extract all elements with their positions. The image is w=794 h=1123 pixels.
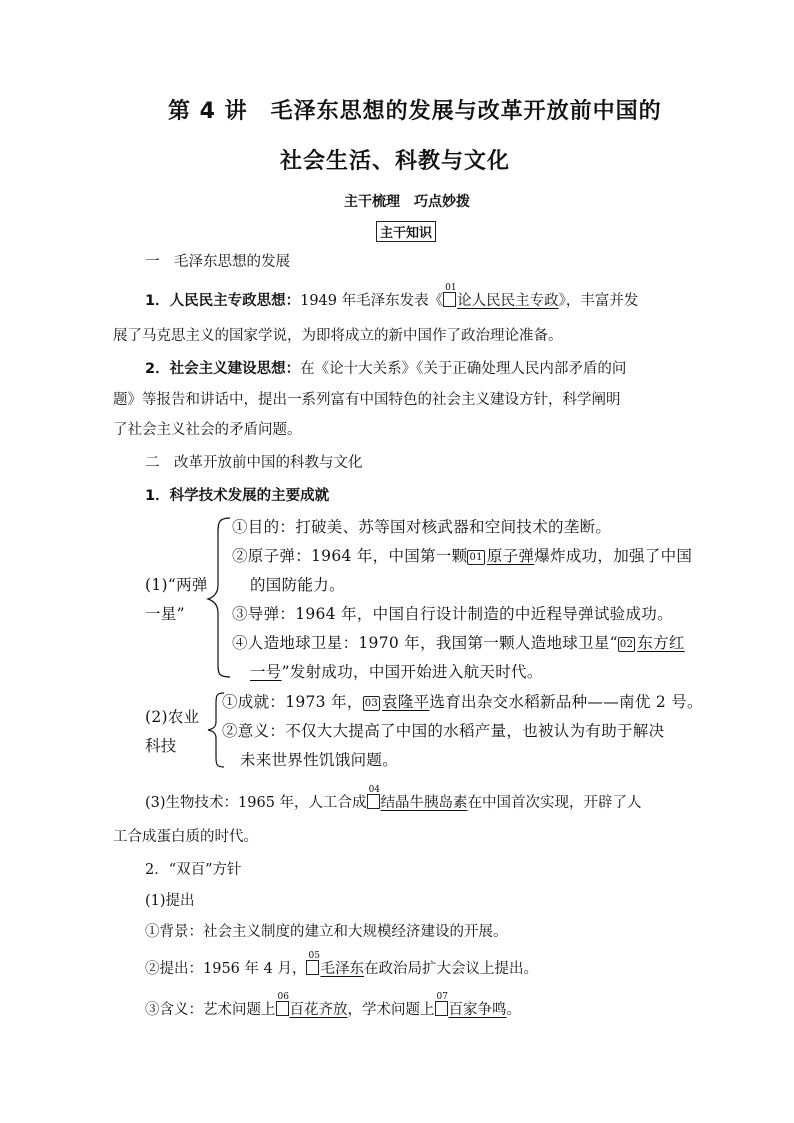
paragraph-2-line-1: 2．社会主义建设思想：在《论十大关系》《关于正确处理人民内部矛盾的问 <box>145 361 627 377</box>
subheading-2-1: (1)提出 <box>145 893 195 909</box>
group-2-label-line-2: 科技 <box>145 737 177 755</box>
paragraph-1-line-1: 1．人民民主专政思想：1949 年毛泽东发表《 01 论人民民主专政》，丰富并发 <box>145 283 639 309</box>
answer-marker: 02 <box>619 639 634 650</box>
group-1-item-4-line-2: 一号”发射成功，中国开始进入航天时代。 <box>250 663 543 681</box>
group-2-item-2-line-2: 未来世界性饥饿问题。 <box>240 751 399 769</box>
group-1-label-line-2: 一星” <box>145 605 185 623</box>
paragraph-1-line-2: 展了马克思主义的国家学说，为即将成立的新中国作了政治理论准备。 <box>113 328 563 344</box>
subtitle: 主干梳理 巧点妙拨 <box>344 194 470 210</box>
paragraph-3-line-1: (3)生物技术：1965 年，人工合成 04 结晶牛胰岛素在中国首次实现，开辟了人 <box>145 785 642 811</box>
group-2-item-2-line-1: ②意义：不仅大大提高了中国的水稻产量，也被认为有助于解决 <box>222 722 665 740</box>
answer-blank: 百花齐放 <box>289 1002 348 1018</box>
answer-marker: 06 <box>276 1001 289 1016</box>
group-1-item-3: ③导弹：1964 年，中国自行设计制造的中近程导弹试验成功。 <box>232 605 673 623</box>
answer-blank: 东方红 <box>637 634 685 652</box>
answer-blank: 结晶牛胰岛素 <box>380 795 468 811</box>
answer-marker: 05 <box>306 960 319 975</box>
background-line: ①背景：社会主义制度的建立和大规模经济建设的开展。 <box>145 924 508 940</box>
answer-blank: 百家争鸣 <box>448 1002 507 1018</box>
answer-blank: 一号 <box>250 663 282 681</box>
group-1-label-line-1: (1)“两弹 <box>145 576 208 594</box>
answer-marker: 07 <box>435 1001 448 1016</box>
proposal-line: ②提出：1956 年 4 月， 05 毛泽东在政治局扩大会议上提出。 <box>145 951 538 977</box>
answer-blank: 论人民民主专政 <box>457 293 559 309</box>
answer-marker: 04 <box>367 794 380 809</box>
subheading-2: 2．“双百”方针 <box>145 862 242 878</box>
group-1-item-2-line-2: 的国防能力。 <box>250 576 345 594</box>
section-heading-1: 一 毛泽东思想的发展 <box>145 254 290 270</box>
paragraph-2-label: 2．社会主义建设思想： <box>145 361 301 377</box>
paragraph-2-line-2: 题》等报告和讲话中，提出一系列富有中国特色的社会主义建设方针，科学阐明 <box>113 392 621 408</box>
answer-marker: 01 <box>443 292 456 307</box>
meaning-line: ③含义：艺术问题上 06 百花齐放，学术问题上 07 百家争鸣。 <box>145 992 521 1018</box>
paragraph-2-line-3: 了社会主义社会的矛盾问题。 <box>113 422 302 438</box>
group-1-item-1: ①目的：打破美、苏等国对核武器和空间技术的垄断。 <box>232 518 612 536</box>
title-line-1: 第 4 讲 毛泽东思想的发展与改革开放前中国的 <box>168 99 662 124</box>
paragraph-1-label: 1．人民民主专政思想： <box>145 293 301 309</box>
answer-blank: 毛泽东 <box>320 961 364 977</box>
paragraph-3-line-2: 工合成蛋白质的时代。 <box>113 829 258 845</box>
section-heading-2: 二 改革开放前中国的科教与文化 <box>145 455 363 471</box>
group-2-label-line-1: (2)农业 <box>145 708 200 726</box>
answer-marker: 01 <box>469 552 483 563</box>
brace-group-1 <box>204 515 234 680</box>
answer-blank: 袁隆平 <box>382 693 430 711</box>
group-2-item-1: ①成就：1973 年， 03 袁隆平选育出杂交水稻新品种——南优 2 号。 <box>222 693 703 711</box>
subheading-1: 1．科学技术发展的主要成就 <box>145 488 330 504</box>
answer-marker: 03 <box>364 698 379 709</box>
section-box-label: 主干知识 <box>376 221 436 242</box>
group-1-item-4-line-1: ④人造地球卫星：1970 年，我国第一颗人造地球卫星“ 02 东方红 <box>232 634 685 652</box>
answer-blank: 原子弹 <box>486 547 535 565</box>
group-1-item-2-line-1: ②原子弹：1964 年，中国第一颗 01 原子弹爆炸成功，加强了中国 <box>232 547 693 565</box>
title-line-2: 社会生活、科教与文化 <box>280 149 511 174</box>
